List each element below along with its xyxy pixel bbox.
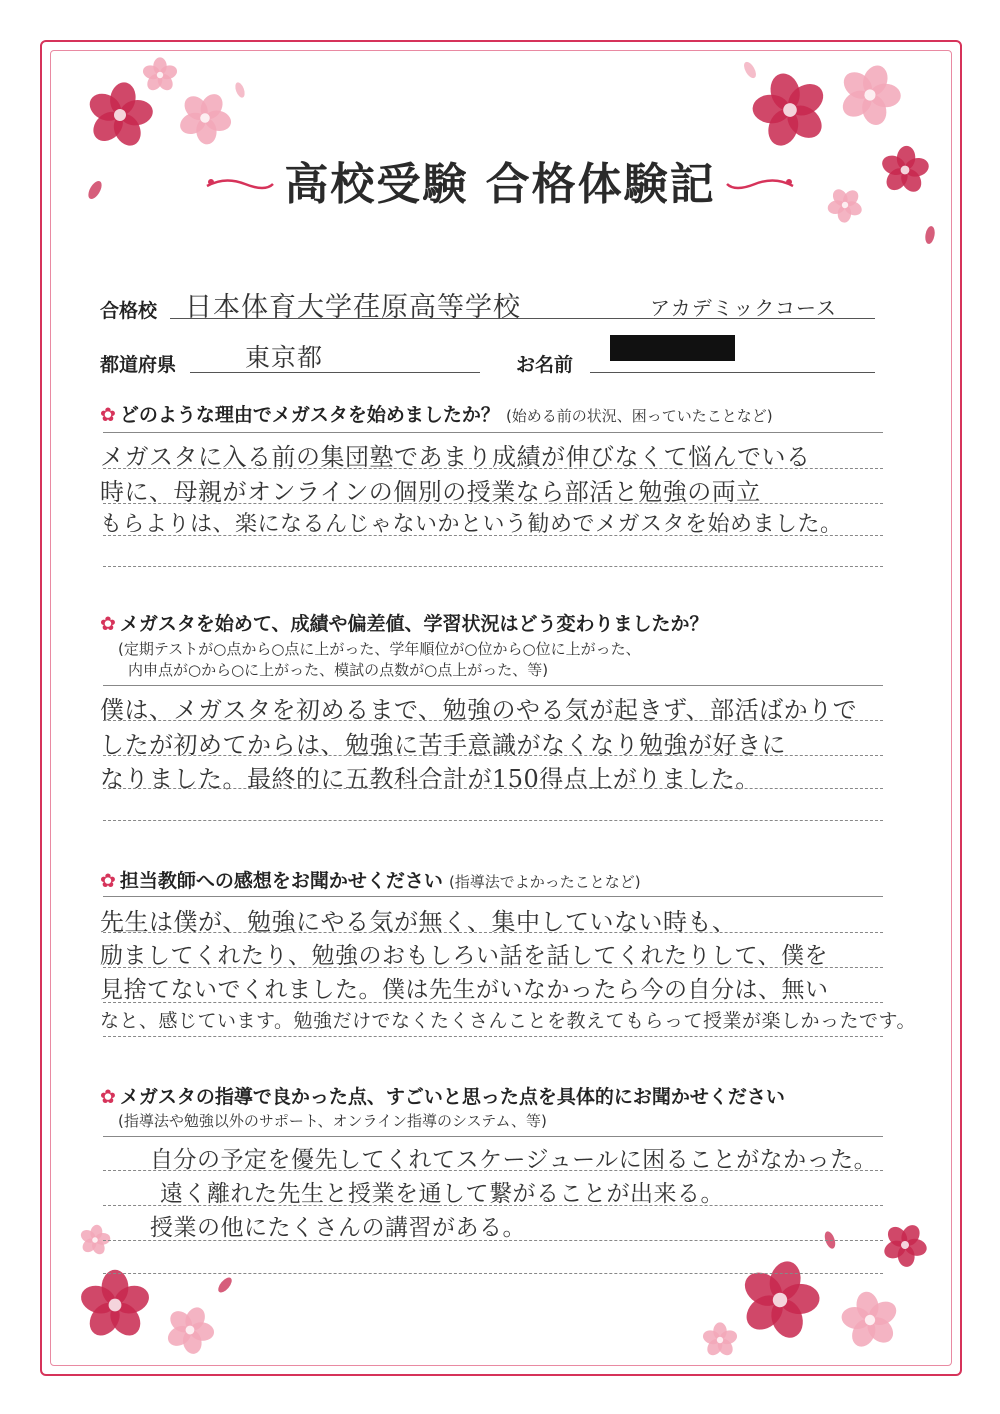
question-4-title: メガスタの指導で良かった点、すごいと思った点を具体的にお聞かせください xyxy=(119,1086,785,1108)
answer-1-rule-4 xyxy=(103,566,883,567)
answer-3-rule-2 xyxy=(103,967,883,968)
answer-2-rule-4 xyxy=(103,820,883,821)
blossom-bullet-icon: ✿ xyxy=(100,613,116,635)
answer-1-rule-2 xyxy=(103,503,883,504)
petal-icon xyxy=(924,225,936,244)
answer-3-line-4: なと、感じています。勉強だけでなくたくさんことを教えてもらって授業が楽しかったです。 xyxy=(100,1010,916,1032)
course-value: アカデミックコース xyxy=(650,296,837,320)
cherry-blossom-icon xyxy=(77,1270,152,1342)
name-redaction xyxy=(610,335,735,361)
cherry-blossom-icon xyxy=(156,1297,224,1363)
page-title: 高校受験 合格体験記 xyxy=(284,159,716,210)
answer-2-line-1: 僕は、メガスタを初めるまで、勉強のやる気が起きず、部活ばかりで xyxy=(100,696,858,724)
answer-4-line-2: 遠く離れた先生と授業を通して繋がることが出来る。 xyxy=(160,1181,724,1207)
question-1-title: どのような理由でメガスタを始めましたか？ xyxy=(119,404,500,426)
answer-3-line-2: 励ましてくれたり、勉強のおもしろい話を話してくれたりして、僕を xyxy=(100,943,829,969)
answer-4-rule-2 xyxy=(103,1205,883,1206)
answer-1-line-0 xyxy=(103,432,883,433)
title-area xyxy=(0,150,1000,220)
answer-1-line-2: 時に、母親がオンラインの個別の授業なら部活と勉強の両立 xyxy=(100,478,761,506)
answer-4-line-0 xyxy=(103,1136,883,1137)
school-underline xyxy=(170,318,875,319)
answer-4-line-3: 授業の他にたくさんの講習がある。 xyxy=(150,1215,526,1241)
answer-1-line-1: メガスタに入る前の集団塾であまり成績が伸びなくて悩んでいる xyxy=(100,443,811,471)
prefecture-underline xyxy=(190,372,480,373)
answer-4-line-1: 自分の予定を優先してくれてスケージュールに困ることがなかった。 xyxy=(150,1147,878,1173)
answer-3-line-1: 先生は僕が、勉強にやる気が無く、集中していない時も、 xyxy=(100,908,737,936)
cherry-blossom-icon xyxy=(701,1322,739,1358)
name-underline xyxy=(590,372,875,373)
answer-2-line-0 xyxy=(103,685,883,686)
answer-3-rule-3 xyxy=(103,1002,883,1003)
cherry-blossom-icon xyxy=(828,55,911,136)
cherry-blossom-icon xyxy=(729,1251,832,1351)
cherry-blossom-icon xyxy=(835,1287,905,1355)
question-2-sub-2: 内申点が○から○に上がった、模試の点数が○点上がった、等) xyxy=(128,661,549,679)
question-4 xyxy=(100,1082,785,1109)
question-1-note: (始める前の状況、困っていたことなど) xyxy=(505,407,773,425)
title-ornament-right xyxy=(725,174,795,194)
answer-4-rule-3 xyxy=(103,1240,883,1241)
cherry-blossom-icon xyxy=(167,81,243,156)
answer-1-rule-3 xyxy=(103,535,883,536)
answer-3-line-3: 見捨てないでくれました。僕は先生がいなかったら今の自分は、無い xyxy=(100,977,829,1003)
question-4-sub-1: (指導法や勉強以外のサポート、オンライン指導のシステム、等) xyxy=(118,1112,547,1130)
blossom-bullet-icon: ✿ xyxy=(100,870,116,892)
blossom-bullet-icon: ✿ xyxy=(100,1086,116,1108)
prefecture-value: 東京都 xyxy=(245,343,324,372)
petal-icon xyxy=(742,60,759,80)
question-2-title: メガスタを始めて、成績や偏差値、学習状況はどう変わりましたか？ xyxy=(119,613,709,635)
cherry-blossom-icon xyxy=(141,57,179,93)
question-2-sub-1: (定期テストが○点から○点に上がった、学年順位が○位から○位に上がった、 xyxy=(118,640,641,658)
answer-2-rule-3 xyxy=(103,788,883,789)
school-label: 合格校 xyxy=(100,300,158,322)
question-3-title: 担当教師への感想をお聞かせください xyxy=(119,870,443,892)
answer-3-line-0 xyxy=(103,896,883,897)
cherry-blossom-icon xyxy=(873,1214,936,1276)
school-value: 日本体育大学荏原高等学校 xyxy=(185,292,521,323)
cherry-blossom-icon xyxy=(79,76,160,154)
answer-1-rule-1 xyxy=(103,468,883,469)
prefecture-label: 都道府県 xyxy=(100,354,177,376)
question-3 xyxy=(100,866,641,893)
answer-1-line-3: もらよりは、楽になるんじゃないかという勧めでメガスタを始めました。 xyxy=(100,512,843,537)
name-label: お名前 xyxy=(516,354,574,376)
answer-4-rule-1 xyxy=(103,1170,883,1171)
petal-icon xyxy=(216,1275,234,1295)
question-1 xyxy=(100,400,773,427)
answer-3-rule-1 xyxy=(103,932,883,933)
answer-2-rule-1 xyxy=(103,720,883,721)
answer-3-rule-4 xyxy=(103,1036,883,1037)
cherry-blossom-icon xyxy=(742,64,839,158)
answer-2-line-3: なりました。最終的に五教科合計が150得点上がりました。 xyxy=(100,765,760,793)
answer-2-line-2: したが初めてからは、勉強に苦手意識がなくなり勉強が好きに xyxy=(100,731,786,759)
answer-2-rule-2 xyxy=(103,755,883,756)
question-3-note: (指導法でよかったことなど) xyxy=(448,873,641,891)
question-2 xyxy=(100,609,709,636)
answer-4-rule-4 xyxy=(103,1273,883,1274)
blossom-bullet-icon: ✿ xyxy=(100,404,116,426)
petal-icon xyxy=(234,81,247,99)
